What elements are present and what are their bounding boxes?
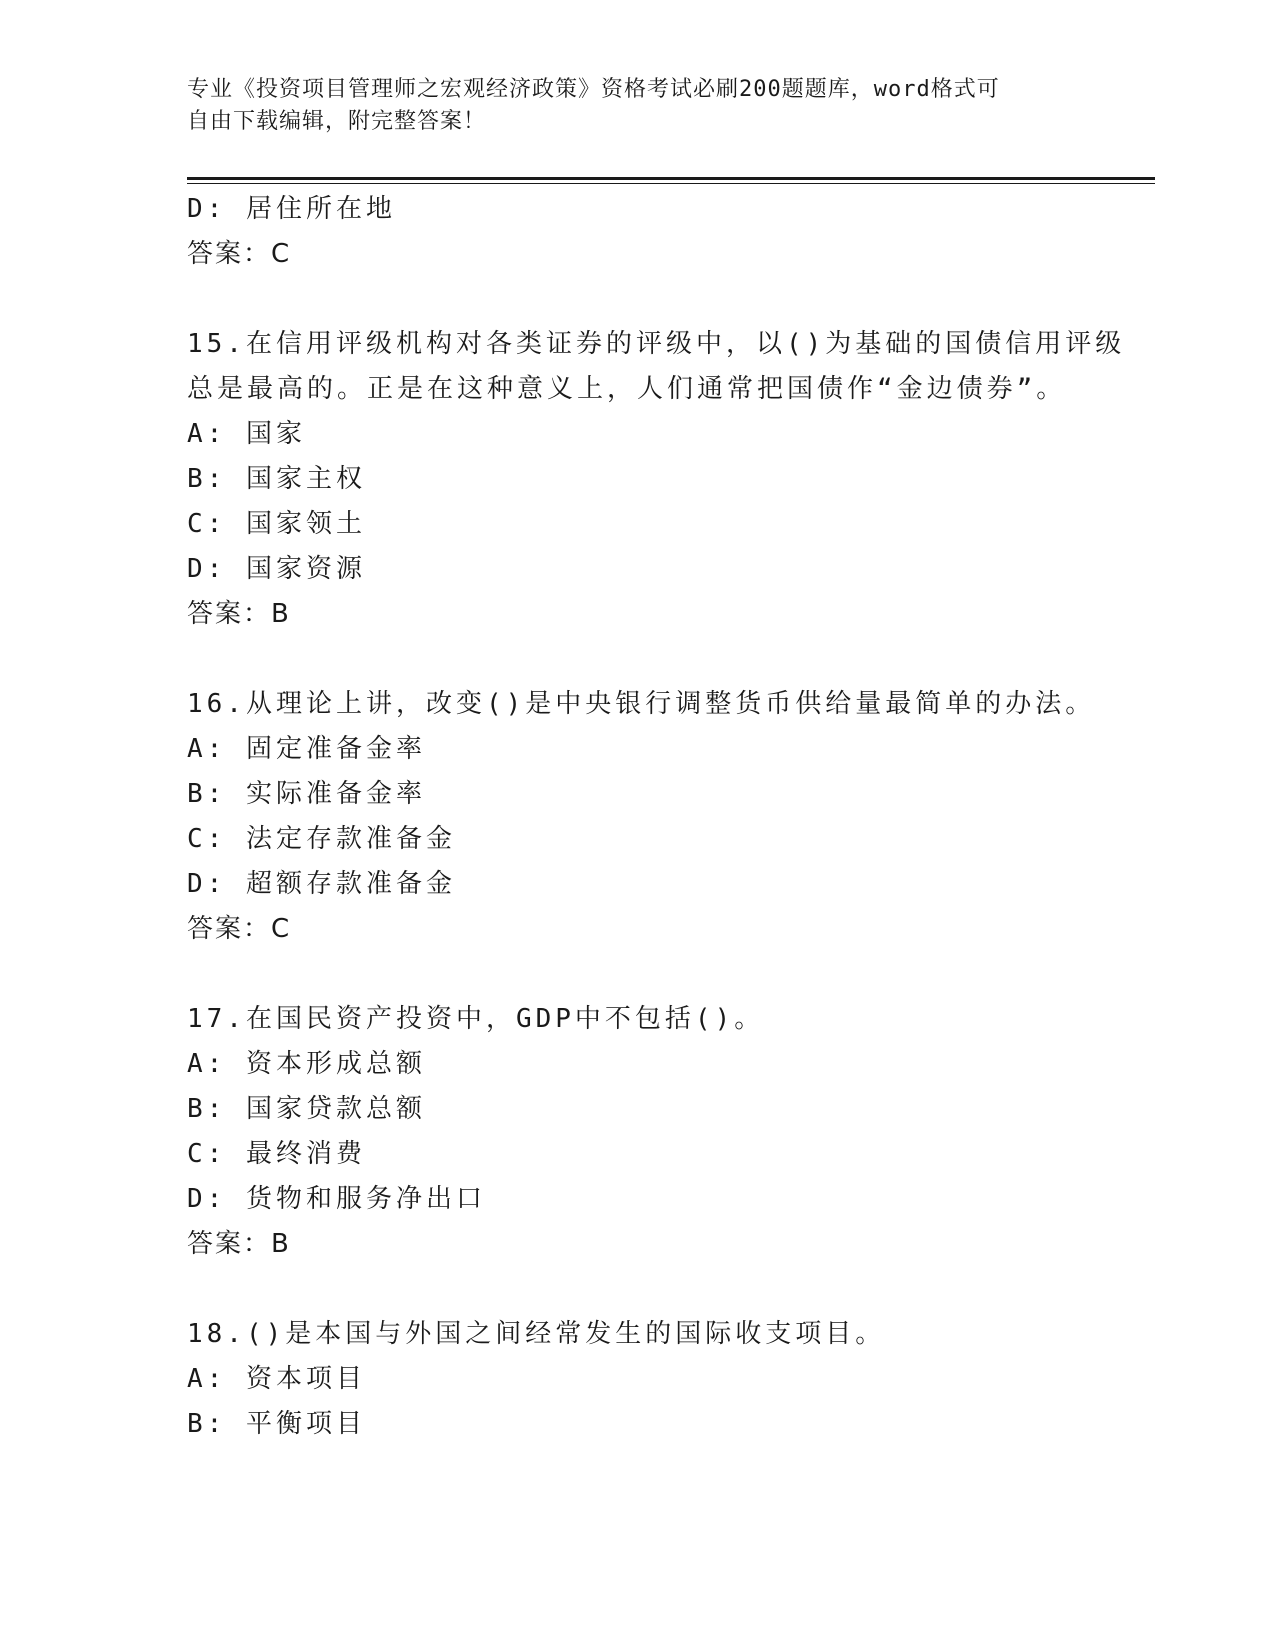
- question-16-option-c: C: 法定存款准备金: [187, 824, 456, 854]
- header-divider-thin: [187, 183, 1155, 184]
- question-17-option-b: B: 国家贷款总额: [187, 1094, 426, 1124]
- question-18-option-b: B: 平衡项目: [187, 1409, 366, 1439]
- question-16-option-a: A: 固定准备金率: [187, 734, 426, 764]
- question-16-stem-line-1: 16.从理论上讲，改变()是中央银行调整货币供给量最简单的办法。: [187, 689, 1096, 719]
- question-17-stem-line-1: 17.在国民资产投资中，GDP中不包括()。: [187, 1004, 765, 1034]
- question-15-option-d: D: 国家资源: [187, 554, 366, 584]
- question-15-option-a: A: 国家: [187, 419, 306, 449]
- question-15-stem-line-1: 15.在信用评级机构对各类证券的评级中，以()为基础的国债信用评级: [187, 329, 1126, 359]
- header-line-2: 自由下载编辑，附完整答案！: [187, 109, 487, 134]
- question-15-stem-line-2: 总是最高的。正是在这种意义上，人们通常把国债作“金边债券”。: [187, 374, 1067, 404]
- question-18-stem-line-1: 18.()是本国与外国之间经常发生的国际收支项目。: [187, 1319, 886, 1349]
- question-15-option-b: B: 国家主权: [187, 464, 366, 494]
- question-17-option-a: A: 资本形成总额: [187, 1049, 426, 1079]
- question-17-answer: 答案：B: [187, 1229, 291, 1259]
- question-17-option-d: D: 货物和服务净出口: [187, 1184, 486, 1214]
- question-16-option-d: D: 超额存款准备金: [187, 869, 456, 899]
- page-header: [187, 74, 1087, 138]
- question-18-option-a: A: 资本项目: [187, 1364, 366, 1394]
- question-16-answer: 答案：C: [187, 914, 292, 944]
- question-15-answer: 答案：B: [187, 599, 291, 629]
- carryover-answer: 答案：C: [187, 239, 292, 269]
- header-divider-thick: [187, 177, 1155, 180]
- question-17-option-c: C: 最终消费: [187, 1139, 366, 1169]
- header-line-1: 专业《投资项目管理师之宏观经济政策》资格考试必刷200题题库，word格式可: [187, 77, 1000, 102]
- carryover-option-d: D: 居住所在地: [187, 194, 396, 224]
- question-15-option-c: C: 国家领土: [187, 509, 366, 539]
- question-16-option-b: B: 实际准备金率: [187, 779, 426, 809]
